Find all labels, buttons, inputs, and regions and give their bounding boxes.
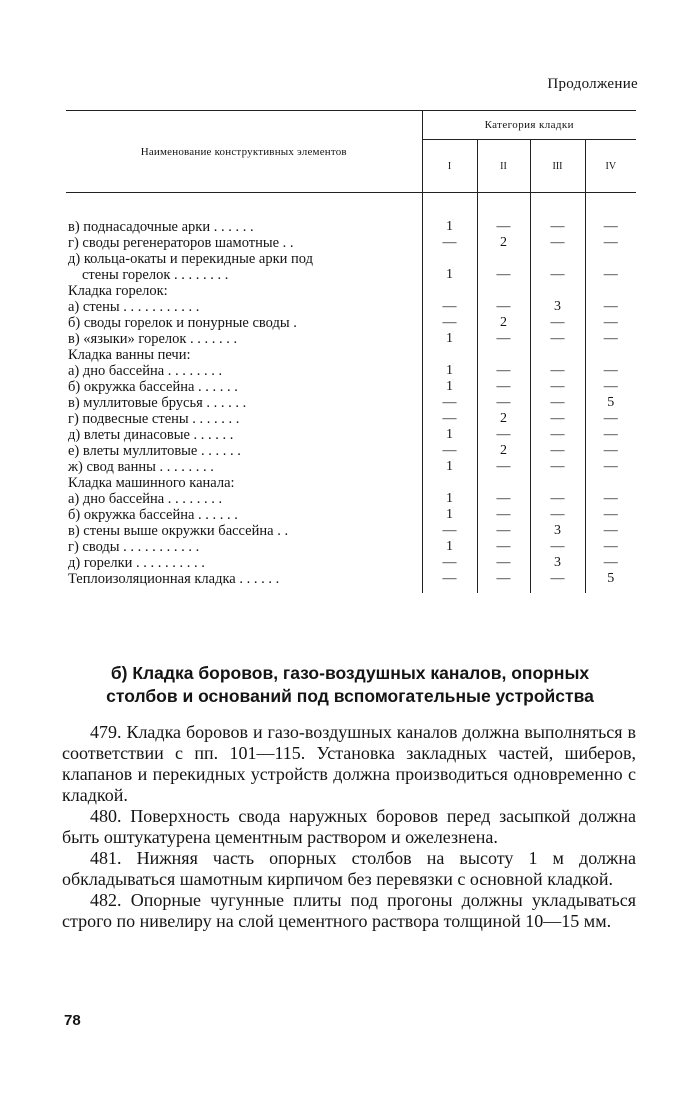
table-row [66,507,636,523]
row-name: д) влеты динасовые . . . . . . [68,427,234,443]
category-cell-1: — [422,395,477,411]
table-row [66,219,636,235]
table-row [66,459,636,475]
table-row [66,539,636,555]
category-cell-2: — [477,427,530,443]
row-name: в) муллитовые брусья . . . . . . [68,395,247,411]
category-cell-3 [530,251,585,267]
row-name: е) влеты муллитовые . . . . . . [68,443,241,459]
table-body [66,193,636,594]
category-cell-3: — [530,459,585,475]
category-cell-3: — [530,363,585,379]
category-cell-2: 2 [477,235,530,251]
category-cell-1: 1 [422,459,477,475]
category-cell-1: — [422,299,477,315]
row-name: а) дно бассейна . . . . . . . . [68,363,223,379]
category-cell-2 [477,283,530,299]
row-name: г) своды регенераторов шамотные . . [68,235,294,251]
table-row [66,379,636,395]
paragraph-481: 481. Нижняя часть опорных столбов на высоту 1 м должна обкладываться шамотным кирпичом без перевязки с основной кладкой. [62,848,636,889]
row-name: в) поднасадочные арки . . . . . . [68,219,254,235]
category-cell-3: — [530,491,585,507]
category-cell-2: — [477,267,530,283]
category-col-1: I [422,140,477,193]
category-cell-1: — [422,235,477,251]
category-cell-4: — [585,443,636,459]
category-col-4: IV [585,140,636,193]
table-row [66,395,636,411]
category-cell-3: 3 [530,555,585,571]
category-cell-4: — [585,539,636,555]
category-cell-2: 2 [477,315,530,331]
category-cell-3: — [530,411,585,427]
table-row [66,475,636,491]
category-cell-2: 2 [477,411,530,427]
category-cell-2: — [477,363,530,379]
table-row [66,267,636,283]
category-cell-1 [422,251,477,267]
category-cell-1: 1 [422,379,477,395]
table-row [66,347,636,363]
category-cell-2: — [477,555,530,571]
category-cell-2: — [477,331,530,347]
table-row [66,363,636,379]
table-row [66,571,636,593]
category-cell-3: — [530,507,585,523]
masonry-category-table [66,110,636,593]
category-cell-2 [477,347,530,363]
category-cell-1: 1 [422,539,477,555]
column-header-category: Категория кладки [422,111,636,140]
category-cell-4: — [585,555,636,571]
table-row [66,331,636,347]
category-cell-3: — [530,571,585,593]
category-cell-1: 1 [422,427,477,443]
category-cell-2: — [477,507,530,523]
category-cell-3 [530,475,585,491]
row-name: Кладка ванны печи: [68,347,191,363]
category-cell-1 [422,283,477,299]
category-cell-3: 3 [530,523,585,539]
category-cell-4: — [585,459,636,475]
category-cell-4 [585,475,636,491]
row-name: д) кольца-окаты и перекидные арки под [68,251,314,267]
category-cell-3: — [530,219,585,235]
category-cell-3: — [530,539,585,555]
category-cell-1: — [422,411,477,427]
row-name: г) подвесные стены . . . . . . . [68,411,240,427]
row-name: б) своды горелок и понурные своды . [68,315,297,331]
row-name: г) своды . . . . . . . . . . . [68,539,200,555]
category-cell-3: — [530,267,585,283]
table-row [66,283,636,299]
category-cell-3: — [530,379,585,395]
category-cell-3: — [530,427,585,443]
category-cell-3: — [530,443,585,459]
row-name: Кладка машинного канала: [68,475,235,491]
row-name: б) окружка бассейна . . . . . . [68,507,238,523]
category-table [66,110,636,593]
category-col-3: III [530,140,585,193]
table-row [66,491,636,507]
row-name: а) стены . . . . . . . . . . . [68,299,200,315]
category-cell-4: — [585,363,636,379]
category-cell-4 [585,347,636,363]
category-cell-1: — [422,571,477,593]
section-heading [70,662,630,708]
table-row [66,411,636,427]
category-cell-2: — [477,299,530,315]
row-name: б) окружка бассейна . . . . . . [68,379,238,395]
category-cell-2: — [477,219,530,235]
category-cell-2: — [477,459,530,475]
category-cell-4: — [585,523,636,539]
category-cell-1: — [422,443,477,459]
category-cell-3: — [530,315,585,331]
category-cell-1 [422,475,477,491]
page-number: 78 [64,1012,81,1029]
table-row [66,251,636,267]
category-cell-4: 5 [585,571,636,593]
row-name: стены горелок . . . . . . . . [82,267,229,283]
category-cell-4: — [585,379,636,395]
category-cell-1: 1 [422,363,477,379]
category-cell-3: — [530,235,585,251]
category-cell-4: — [585,235,636,251]
table-row [66,523,636,539]
table-row [66,315,636,331]
row-name: Теплоизоляционная кладка . . . . . . [68,571,280,587]
category-cell-2: — [477,379,530,395]
category-cell-1: 1 [422,331,477,347]
category-cell-2: — [477,523,530,539]
category-cell-3: — [530,331,585,347]
category-cell-4: — [585,267,636,283]
category-cell-2: — [477,395,530,411]
category-cell-2 [477,251,530,267]
category-cell-3 [530,347,585,363]
category-cell-2: — [477,539,530,555]
category-cell-3 [530,283,585,299]
row-name: в) стены выше окружки бассейна . . [68,523,289,539]
category-cell-1: 1 [422,507,477,523]
category-cell-4 [585,283,636,299]
category-cell-2: — [477,491,530,507]
section-heading-line-1: б) Кладка боровов, газо-воздушных каналов, опорных [110,663,590,683]
category-cell-4 [585,251,636,267]
table-row [66,555,636,571]
body-text [62,722,636,932]
category-cell-3: 3 [530,299,585,315]
category-col-2: II [477,140,530,193]
category-cell-4: — [585,331,636,347]
category-cell-3: — [530,395,585,411]
paragraph-480: 480. Поверхность свода наружных боровов перед засыпкой должна быть оштукатурена цементным раствором и ожелезнена. [62,806,636,847]
table-row [66,235,636,251]
category-cell-4: — [585,491,636,507]
row-name: в) «языки» горелок . . . . . . . [68,331,238,347]
category-cell-1: — [422,555,477,571]
category-cell-4: — [585,299,636,315]
category-cell-1: — [422,315,477,331]
row-name: Кладка горелок: [68,283,168,299]
table-row [66,299,636,315]
category-cell-2 [477,475,530,491]
category-cell-4: — [585,507,636,523]
row-name: а) дно бассейна . . . . . . . . [68,491,223,507]
row-name: д) горелки . . . . . . . . . . [68,555,205,571]
category-cell-1: 1 [422,219,477,235]
category-cell-1: 1 [422,267,477,283]
category-cell-1: 1 [422,491,477,507]
category-cell-1: — [422,523,477,539]
category-cell-1 [422,347,477,363]
category-cell-4: — [585,219,636,235]
column-header-name: Наименование конструктивных элементов [66,111,422,193]
category-cell-4: — [585,315,636,331]
category-cell-4: 5 [585,395,636,411]
section-heading-line-2: столбов и оснований под вспомогательные устройства [106,686,594,706]
category-cell-2: 2 [477,443,530,459]
table-row [66,427,636,443]
table-row [66,443,636,459]
category-cell-4: — [585,427,636,443]
paragraph-482: 482. Опорные чугунные плиты под прогоны должны укладываться строго по нивелиру на слой цементного раствора толщиной 10—15 мм. [62,890,636,931]
continuation-label: Продолжение [547,76,638,92]
row-name: ж) свод ванны . . . . . . . . [68,459,214,475]
paragraph-479: 479. Кладка боровов и газо-воздушных каналов должна выполняться в соответствии с пп. 101—115. Установка закладных частей, шиберов, клапанов и перекидных устройств должна производиться одновременно с кладкой. [62,722,636,805]
category-cell-4: — [585,411,636,427]
category-cell-2: — [477,571,530,593]
